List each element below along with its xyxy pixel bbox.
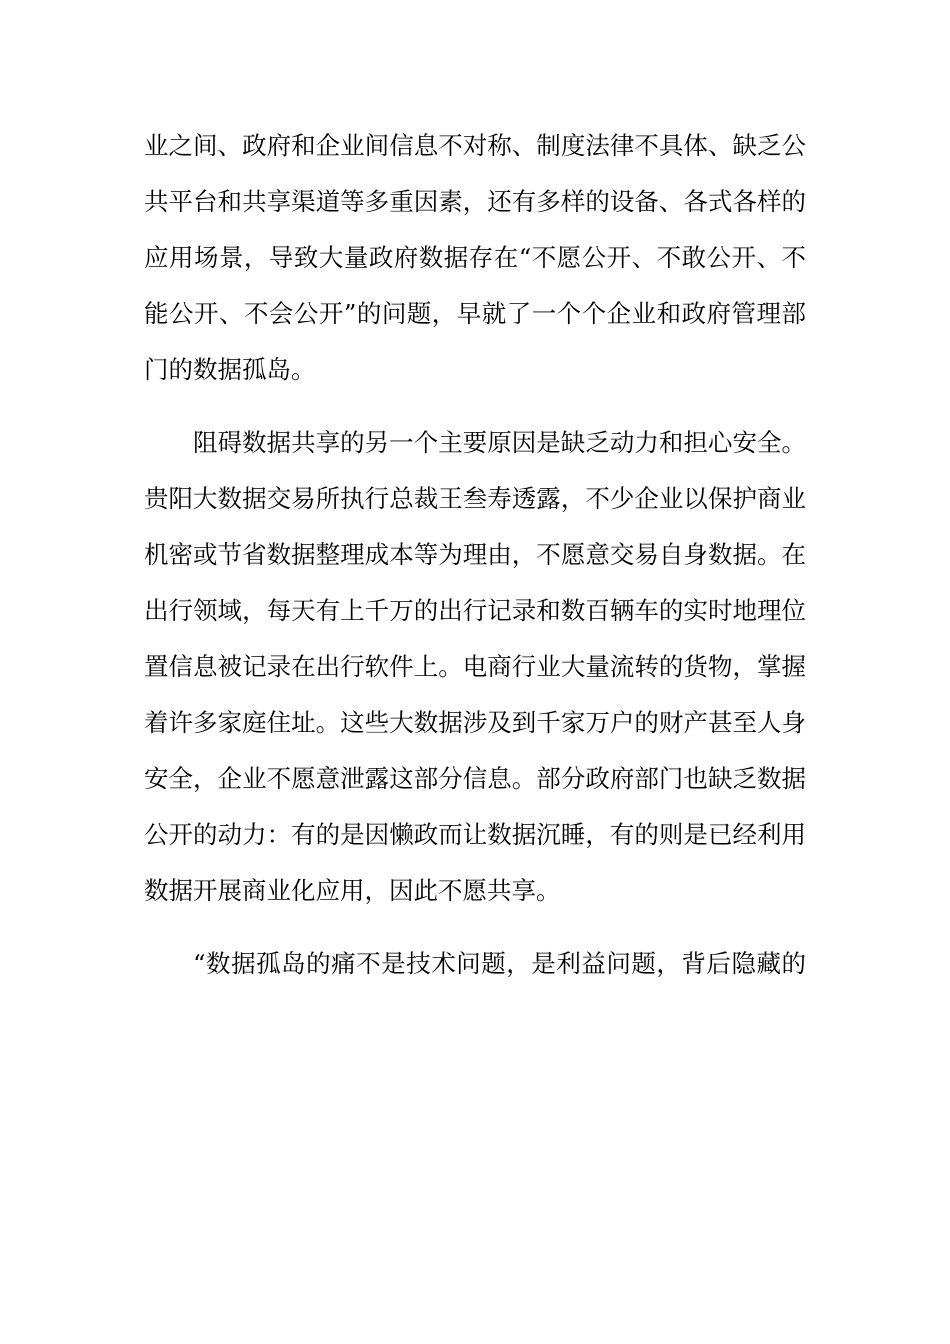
text-line: 共平台和共享渠道等多重因素，还有多样的设备、各式各样的 [144, 187, 806, 216]
text-line: 机密或节省数据整理成本等为理由，不愿意交易自身数据。在 [144, 540, 806, 569]
text-line: 阻碍数据共享的另一个主要原因是缺乏动力和担心安全。 [193, 428, 806, 457]
text-line: 置信息被记录在出行软件上。电商行业大量流转的货物，掌握 [144, 652, 806, 681]
paragraph-gap [144, 919, 806, 936]
paragraph-1 [144, 118, 806, 398]
paragraph-gap [144, 398, 806, 415]
text-line: 安全，企业不愿意泄露这部分信息。部分政府部门也缺乏数据 [144, 764, 806, 793]
text-line: 贵阳大数据交易所执行总裁王叁寿透露，不少企业以保护商业 [144, 484, 806, 513]
text-line: 应用场景，导致大量政府数据存在“不愿公开、不敢公开、不 [144, 243, 806, 272]
text-line: “数据孤岛的痛不是技术问题，是利益问题，背后隐藏的 [193, 949, 806, 978]
paragraph-3 [144, 936, 806, 992]
document-body [144, 118, 806, 992]
text-line: 数据开展商业化应用，因此不愿共享。 [144, 876, 561, 905]
paragraph-2 [144, 415, 806, 919]
text-line: 出行领域，每天有上千万的出行记录和数百辆车的实时地理位 [144, 596, 806, 625]
text-line: 公开的动力：有的是因懒政而让数据沉睡，有的则是已经利用 [144, 820, 806, 849]
text-line: 门的数据孤岛。 [144, 355, 316, 384]
text-line: 能公开、不会公开”的问题，早就了一个个企业和政府管理部 [144, 299, 806, 328]
text-line: 业之间、政府和企业间信息不对称、制度法律不具体、缺乏公 [144, 131, 806, 160]
text-line: 着许多家庭住址。这些大数据涉及到千家万户的财产甚至人身 [144, 708, 806, 737]
